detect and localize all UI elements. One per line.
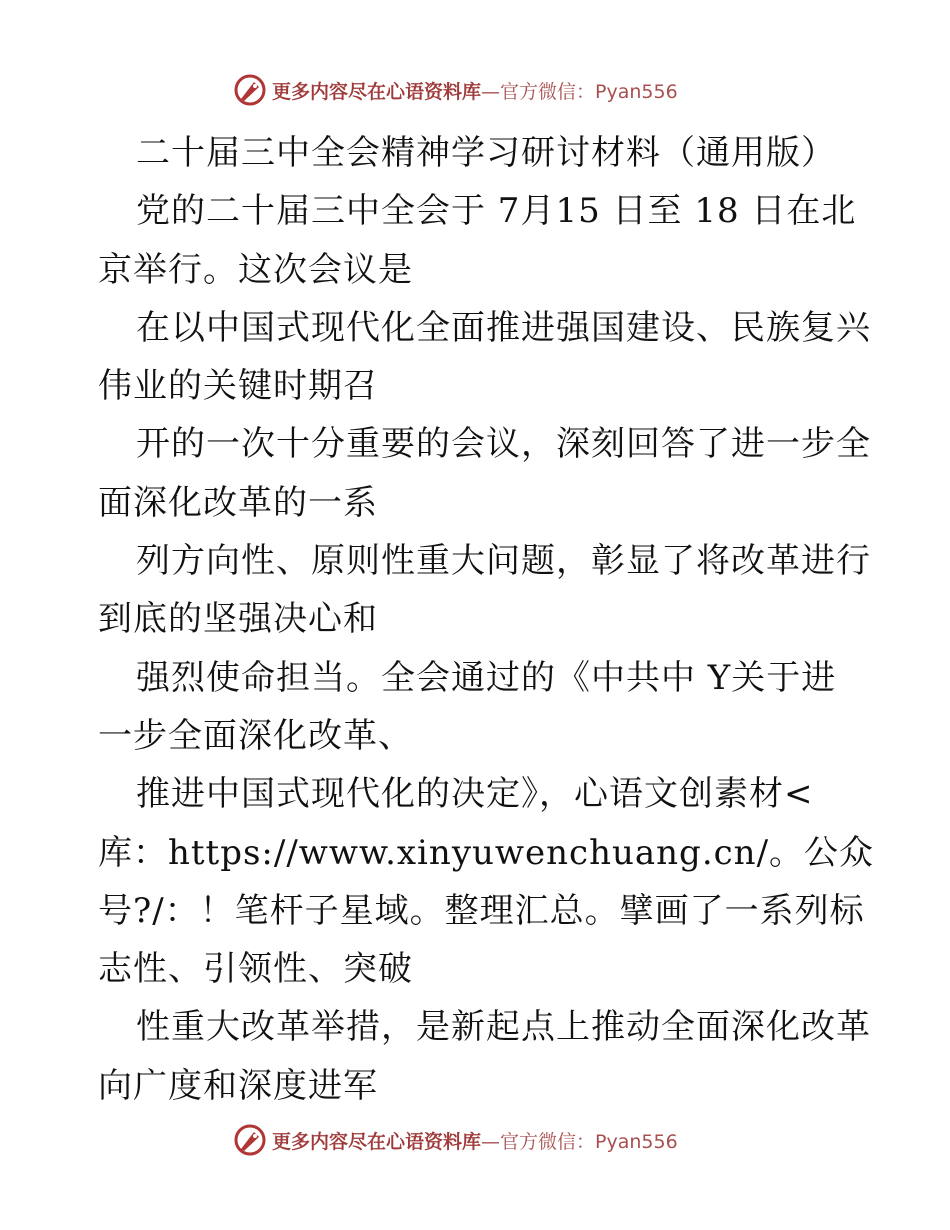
banner-contact: —官方微信：Pyan556: [481, 80, 678, 103]
banner-slogan: 更多内容尽在心语资料库: [272, 80, 482, 103]
header-banner: [234, 72, 678, 108]
text-line: 开的一次十分重要的会议，深刻回答了进一步全: [136, 424, 871, 465]
text-line: 强烈使命担当。全会通过的《中共中 Y关于进: [136, 657, 837, 698]
text-line: 京举行。这次会议是: [98, 249, 413, 290]
text-line: 库：https://www.xinyuwenchuang.cn/。公众: [98, 832, 875, 873]
text-line: 推进中国式现代化的决定》，心语文创素材<: [136, 774, 814, 815]
text-line: 伟业的关键时期召: [98, 366, 378, 407]
text-line: 志性、引领性、突破: [98, 949, 413, 990]
document-body: [98, 124, 875, 1115]
banner-slogan: 更多内容尽在心语资料库: [272, 1130, 482, 1153]
text-line: 面深化改革的一系: [98, 482, 378, 523]
text-line: 一步全面深化改革、: [98, 715, 413, 756]
footer-banner: [234, 1122, 678, 1158]
banner-contact: —官方微信：Pyan556: [481, 1130, 678, 1153]
text-line: 号?/：！笔杆子星域。整理汇总。擘画了一系列标: [98, 890, 865, 931]
document-title: 二十届三中全会精神学习研讨材料（通用版）: [136, 133, 836, 173]
pen-nib-logo-icon: [234, 1124, 266, 1156]
text-line: 向广度和深度进军: [98, 1065, 378, 1106]
text-line: 列方向性、原则性重大问题，彰显了将改革进行: [136, 541, 871, 582]
text-line: 性重大改革举措，是新起点上推动全面深化改革: [136, 1007, 871, 1048]
text-line: 在以中国式现代化全面推进强国建设、民族复兴: [136, 307, 871, 348]
text-line: 到底的坚强决心和: [98, 599, 378, 640]
text-line: 党的二十届三中全会于 7月15 日至 18 日在北: [136, 191, 857, 232]
pen-nib-logo-icon: [234, 74, 266, 106]
